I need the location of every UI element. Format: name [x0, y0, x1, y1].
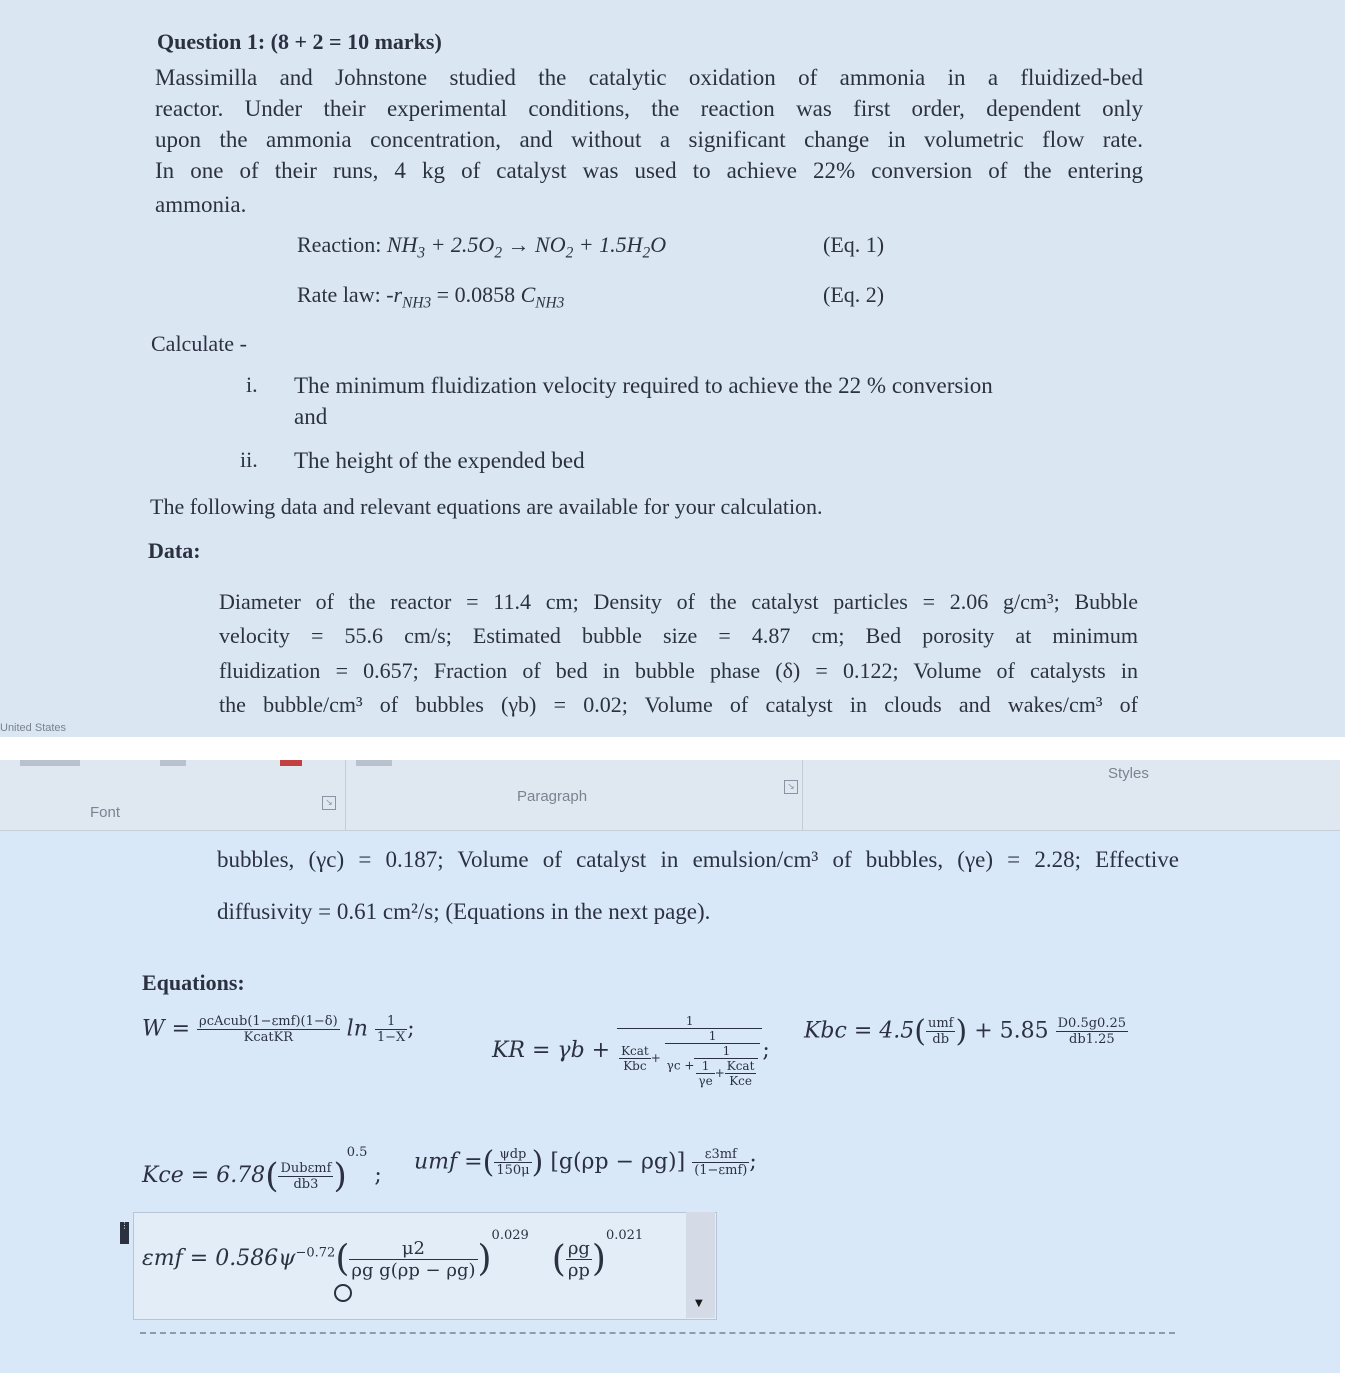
emf-exponent-1: 0.029	[491, 1228, 529, 1243]
kbc-diffusion-fraction	[1056, 1016, 1128, 1047]
paren-open: (	[265, 1156, 279, 1196]
ribbon-separator	[345, 760, 346, 830]
w-lhs: W =	[142, 1016, 191, 1042]
equation-kbc	[804, 1014, 1128, 1049]
intro-line-4: In one of their runs, 4 kg of catalyst was used to achieve 22% conversion of the entering	[155, 158, 1143, 183]
rate-law-label: Rate law:	[297, 282, 381, 307]
data-heading: Data:	[148, 538, 201, 563]
paren-open: (	[914, 1014, 926, 1049]
paragraph-dialog-launcher-icon[interactable]: ↘	[784, 780, 798, 794]
umf-first-fraction	[494, 1147, 531, 1178]
150-mu: 150μ	[496, 1163, 530, 1178]
kce-den: db3	[293, 1176, 319, 1192]
w-denominator: KcatKR	[243, 1030, 294, 1045]
paren-close: )	[333, 1156, 347, 1196]
mu-squared: μ2	[349, 1238, 477, 1260]
no2-sub: 2	[565, 244, 574, 262]
equation-umf	[414, 1145, 757, 1180]
gamma-c: γc +	[666, 1058, 695, 1073]
w-separator: ;	[407, 1016, 415, 1042]
ribbon-control-stub[interactable]	[356, 760, 392, 766]
font-color-stub[interactable]	[280, 760, 302, 766]
umf-separator: ;	[749, 1149, 757, 1175]
equation-options-dropdown[interactable]	[686, 1212, 715, 1318]
kbc-diff-num: D0.5g0.25	[1057, 1016, 1126, 1031]
rate-sub: NH3	[402, 294, 432, 312]
ln-numerator: 1	[375, 1014, 407, 1030]
paren-open: (	[551, 1238, 566, 1280]
kbc-diff-den: db1.25	[1069, 1032, 1115, 1047]
kcat-num: Kcat	[621, 1044, 649, 1058]
intro-line-1: Massimilla and Johnstone studied the catalytic oxidation of ammonia in a fluidized-bed	[155, 65, 1143, 90]
equation-kr	[492, 1014, 770, 1088]
density-ratio	[566, 1238, 592, 1281]
paren-close: )	[591, 1238, 606, 1280]
kce-separator: ;	[374, 1163, 382, 1188]
kr-fraction	[617, 1014, 762, 1088]
kr-plus-2: +	[714, 1066, 725, 1080]
kr-denominator	[617, 1029, 762, 1088]
rho-p: ρp	[567, 1259, 590, 1281]
o2-sub: 2	[494, 244, 503, 262]
h2o-term: + 1.5H	[573, 232, 643, 257]
question-title: Question 1: (8 + 2 = 10 marks)	[157, 29, 442, 54]
psi-dp: ψdp	[494, 1147, 531, 1163]
intro-line-2: reactor. Under their experimental conditions, the reaction was first order, dependent only	[155, 96, 1143, 121]
umf-porosity-den: (1−εmf)	[694, 1163, 748, 1178]
emf-exponent-2: 0.021	[605, 1228, 644, 1243]
item-2-number: ii.	[240, 447, 258, 472]
kcat-over-kbc	[619, 1044, 651, 1073]
conc-sub: NH3	[535, 294, 565, 312]
kce-fraction	[278, 1161, 333, 1192]
intro-line-5: ammonia.	[155, 192, 247, 217]
kr-innermost	[694, 1044, 758, 1088]
rate-law	[297, 282, 564, 312]
one-num: 1	[696, 1059, 714, 1074]
umf-num: umf	[927, 1016, 954, 1031]
w-numerator: ρcAcub(1−εmf)(1−δ)	[199, 1014, 338, 1029]
eq1-reference: (Eq. 1)	[823, 232, 885, 257]
data-line-4: the bubble/cm³ of bubbles (γb) = 0.02; Volume of catalyst in clouds and wakes/cm³ of	[219, 692, 1138, 717]
emf-denominator: ρg g(ρp − ρg)	[351, 1259, 476, 1281]
kr-inner-den	[665, 1044, 761, 1088]
rate-symbol: -r	[386, 282, 403, 307]
reaction-equation	[297, 232, 666, 262]
equation-kce	[142, 1145, 382, 1196]
no2: NO	[535, 232, 566, 257]
w-fraction	[197, 1014, 340, 1045]
umf-porosity-fraction	[692, 1147, 749, 1178]
equation-emf[interactable]	[142, 1228, 643, 1281]
kr-innermost-den	[694, 1059, 758, 1088]
paren-close: )	[531, 1145, 544, 1180]
status-bar-language[interactable]: United States	[0, 722, 67, 734]
paren-close: )	[477, 1238, 492, 1280]
kr-lhs: KR = γb +	[492, 1038, 611, 1063]
kr-inner-num: 1	[665, 1029, 761, 1044]
document-page-bottom	[0, 760, 1340, 1373]
chevron-down-icon[interactable]: ▼	[695, 1298, 703, 1309]
kce-lhs: Kce = 6.78	[142, 1163, 266, 1188]
paren-close: )	[955, 1014, 968, 1049]
umf-lhs: umf =	[414, 1149, 483, 1175]
reaction-label: Reaction:	[297, 232, 382, 257]
kr-separator: ;	[762, 1038, 770, 1063]
calculate-label: Calculate -	[151, 331, 247, 356]
umf-gravity-term: [g(ρp − ρg)]	[550, 1149, 686, 1175]
item-1-line-1: The minimum fluidization velocity required to achieve the 22 % conversion	[294, 373, 993, 398]
umf-porosity-num: ε3mf	[692, 1147, 749, 1163]
gamma-e: γe	[698, 1074, 713, 1088]
kce-exponent: 0.5	[346, 1145, 368, 1160]
kbc-lhs: Kbc = 4.5	[804, 1018, 915, 1044]
nh3: NH	[386, 232, 418, 257]
ribbon-control-stub[interactable]	[160, 760, 186, 766]
ln-fraction	[375, 1014, 407, 1045]
continued-line-1: bubbles, (γc) = 0.187; Volume of catalyst in emulsion/cm³ of bubbles, (γe) = 2.28; Effective	[217, 847, 1179, 872]
rho-g: ρg	[567, 1237, 590, 1259]
equations-heading: Equations:	[142, 970, 245, 995]
data-line-2: velocity = 55.6 cm/s; Estimated bubble size = 4.87 cm; Bed porosity at minimum	[219, 623, 1138, 648]
font-group-label: Font	[90, 804, 121, 821]
paren-open: (	[335, 1238, 350, 1280]
kr-inner-fraction	[665, 1029, 761, 1088]
data-line-3: fluidization = 0.657; Fraction of bed in bubble phase (δ) = 0.122; Volume of catalysts in	[219, 658, 1138, 683]
emf-lhs: εmf = 0.586ψ	[142, 1246, 296, 1271]
ln-denominator: 1−X	[376, 1030, 406, 1045]
db-den: db	[932, 1032, 950, 1047]
item-1-line-2: and	[294, 404, 328, 429]
emf-fraction	[349, 1238, 477, 1281]
eq2-reference: (Eq. 2)	[823, 282, 885, 307]
item-2-line-1: The height of the expended bed	[294, 448, 585, 473]
umf-over-db	[926, 1016, 956, 1047]
reaction-arrow: →	[502, 232, 536, 257]
item-1-number: i.	[246, 372, 258, 397]
h2o-sub: 2	[642, 244, 651, 262]
following-text: The following data and relevant equations are available for your calculation.	[150, 494, 823, 519]
equation-drag-handle[interactable]: ⋮	[120, 1222, 129, 1244]
ribbon-toolbar	[0, 760, 1340, 831]
rate-value: = 0.0858	[431, 282, 521, 307]
kr-plus: +	[650, 1051, 661, 1065]
font-dialog-launcher-icon[interactable]: ↘	[322, 796, 336, 810]
kr-innermost-num: 1	[694, 1044, 758, 1059]
conc-symbol: C	[520, 282, 536, 307]
one-over-gamma-e	[696, 1059, 714, 1088]
paragraph-group-label: Paragraph	[517, 788, 588, 805]
h2o-o: O	[650, 232, 667, 257]
data-line-1: Diameter of the reactor = 11.4 cm; Density of the catalyst particles = 2.06 g/cm³; Bubble	[219, 589, 1138, 614]
paren-open: (	[482, 1145, 495, 1180]
ln-symbol: ln	[346, 1016, 368, 1042]
continued-line-2: diffusivity = 0.61 cm²/s; (Equations in the next page).	[217, 899, 711, 924]
intro-line-3: upon the ammonia concentration, and without a significant change in volumetric flow rate.	[155, 127, 1143, 152]
page-break-line	[140, 1332, 1175, 1334]
ribbon-separator	[802, 760, 803, 830]
equation-w	[142, 1014, 415, 1045]
styles-group-label: Styles	[1108, 765, 1149, 782]
kbc-den: Kbc	[623, 1059, 647, 1073]
kbc-plus-term: + 5.85	[974, 1018, 1049, 1044]
o2-term: + 2.5O	[425, 232, 495, 257]
mouse-cursor-icon	[334, 1284, 352, 1302]
kce-num: Dubεmf	[280, 1160, 332, 1176]
nh3-sub: 3	[417, 244, 426, 262]
kcat-num-2: Kcat	[726, 1059, 755, 1073]
ribbon-control-stub[interactable]	[20, 760, 80, 766]
psi-exponent: −0.72	[295, 1245, 336, 1261]
kr-numerator: 1	[617, 1014, 762, 1029]
kcat-over-kce	[725, 1059, 757, 1088]
kce-den: Kce	[729, 1074, 752, 1088]
